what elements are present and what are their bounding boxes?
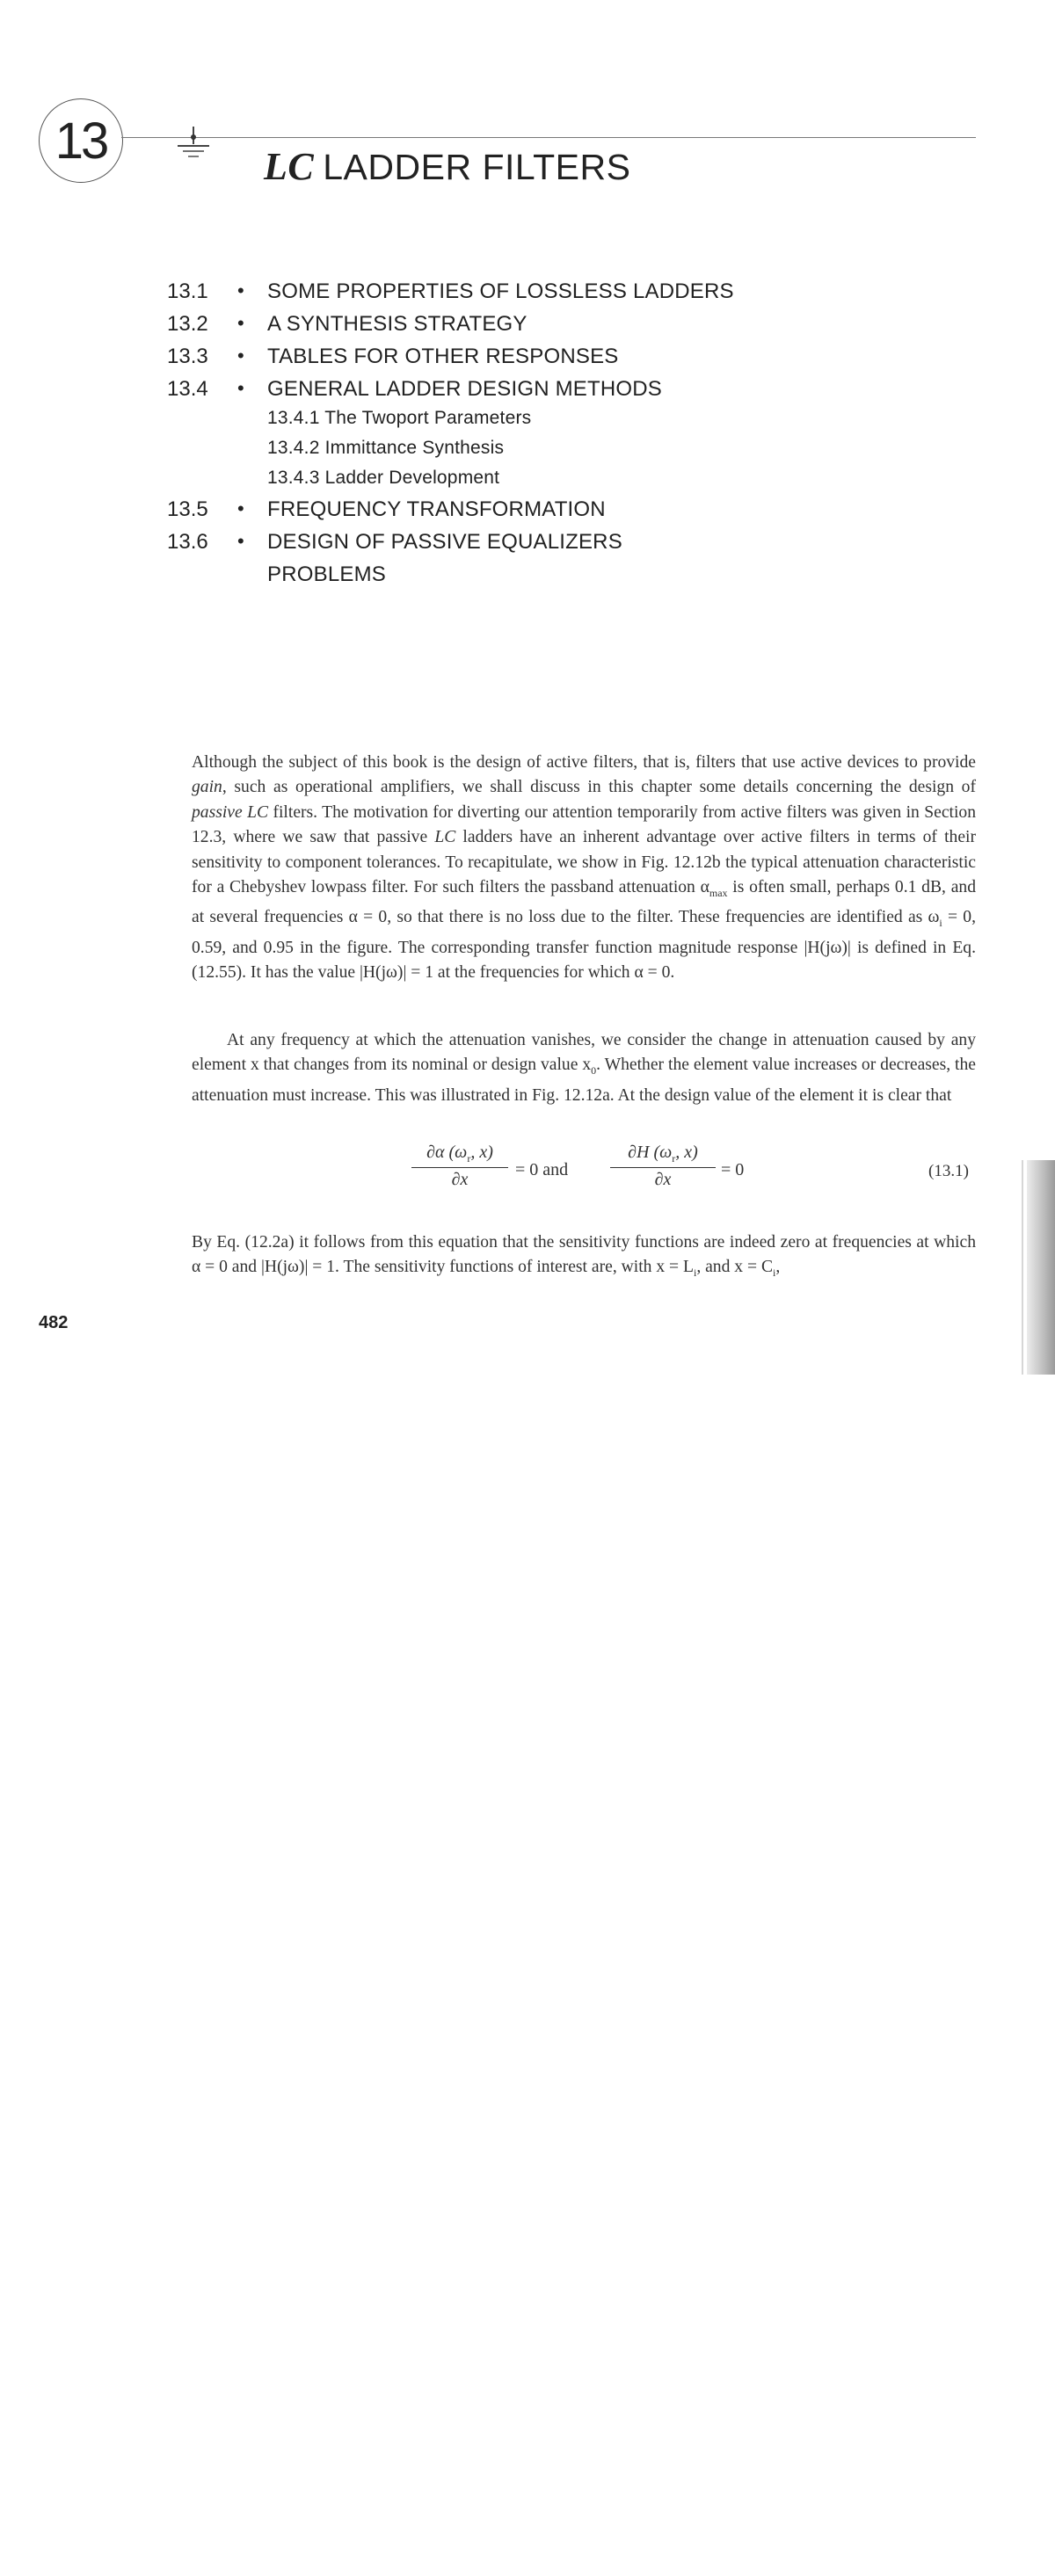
- fraction-numerator: ∂H ($\omega_r$, x): [628, 1143, 698, 1165]
- paragraph-intro: [192, 751, 976, 985]
- toc-item-number: 13.2: [167, 312, 208, 336]
- toc-bullet: •: [237, 279, 244, 301]
- text-run: . Whether the element value increases or decreases, the attenuation must increase. This was illustrated in Fig. 12.12a. At the design value of the element it is clear that: [192, 1056, 976, 1105]
- fraction-lhs: [411, 1143, 508, 1190]
- toc-item-title: A SYNTHESIS STRATEGY: [267, 312, 528, 336]
- text-run: Although the subject of this book is the design of active filters, that is, filters that use active devices to provide: [192, 753, 976, 772]
- text-run: = 0, 0.59, and 0.95 in the figure. The corresponding transfer function magnitude response |H(jω)| is defined in Eq. (12.55). It has the value |H(jω)| = 1 at the frequencies for which α = 0.: [192, 908, 976, 983]
- toc-bullet: •: [237, 497, 244, 519]
- toc-item-number: 13.5: [167, 497, 208, 521]
- text-run: ladders have an inherent advantage over active filters in terms of their sensitivity to component tolerances. To recapitulate, we show in Fig. 12.12b the typical attenuation characteristic for a Chebyshev lowpass filter. For such filters the passband attenuation α: [192, 828, 976, 897]
- subscript: i: [693, 1266, 697, 1280]
- text-run: ,: [775, 1258, 781, 1277]
- paragraph-sensitivity-functions: [192, 1230, 976, 1286]
- toc-item-title: TABLES FOR OTHER RESPONSES: [267, 345, 619, 368]
- toc-item-title: FREQUENCY TRANSFORMATION: [267, 497, 606, 521]
- text-run: , and x = C: [696, 1258, 774, 1277]
- toc-bullet: •: [237, 312, 244, 334]
- chapter-number: 13: [55, 112, 107, 170]
- toc-item-title: PROBLEMS: [267, 562, 386, 586]
- toc-item-number: 13.6: [167, 530, 208, 554]
- subscript: max: [709, 886, 728, 899]
- toc-bullet: •: [237, 377, 244, 399]
- fraction-denominator: ∂x: [654, 1170, 672, 1189]
- toc-bullet: •: [237, 345, 244, 366]
- subscript: i: [773, 1266, 776, 1280]
- text-run-italic: passive LC: [192, 802, 269, 822]
- text-run: filters. The motivation for diverting our attention temporarily from active filters was given in Section 12.3, where we saw that passive: [192, 802, 977, 847]
- equation-number: (13.1): [928, 1162, 969, 1180]
- subscript: 0: [591, 1064, 597, 1078]
- subscript: i: [939, 917, 942, 930]
- toc-subitem-title: 13.4.3 Ladder Development: [267, 468, 500, 488]
- equation-13-1: [411, 1143, 763, 1213]
- equation-equals-zero: = 0: [721, 1160, 745, 1179]
- fraction-bar: [411, 1167, 508, 1168]
- text-run-italic: gain: [192, 778, 222, 797]
- text-run: , such as operational amplifiers, we shall discuss in this chapter some details concerning the design of: [222, 778, 976, 797]
- text-run: At any frequency at which the attenuation vanishes, we consider the change in attenuation caused by any element x that changes from its nominal or design value x: [192, 1031, 976, 1075]
- header-rule: [121, 137, 976, 138]
- toc-item-number: 13.1: [167, 279, 208, 303]
- paragraph-sensitivity: [192, 1028, 976, 1108]
- fraction-bar: [610, 1167, 716, 1168]
- page-number: 482: [39, 1313, 69, 1332]
- chapter-title-rest: LADDER FILTERS: [323, 147, 631, 187]
- toc-subitem-title: 13.4.2 Immittance Synthesis: [267, 438, 505, 458]
- fraction-denominator: ∂x: [451, 1170, 469, 1189]
- toc-bullet: •: [237, 530, 244, 552]
- scan-edge-line: [1022, 1160, 1023, 1375]
- toc-item-title: SOME PROPERTIES OF LOSSLESS LADDERS: [267, 279, 734, 303]
- fraction-numerator: ∂α ($\omega_r$, x): [426, 1143, 493, 1165]
- text-run-italic: LC: [434, 828, 456, 847]
- text-run: By Eq. (12.2a) it follows from this equation that the sensitivity functions are indeed zero at frequencies at which α = 0 and |H(jω)| = 1. The sensitivity functions of interest are, with x = L: [192, 1233, 976, 1277]
- toc-item-number: 13.3: [167, 345, 208, 368]
- toc-item-title: GENERAL LADDER DESIGN METHODS: [267, 377, 662, 401]
- ground-symbol-icon: [167, 123, 220, 167]
- scan-edge-shadow: [1027, 1160, 1055, 1375]
- toc-subitem-title: 13.4.1 The Twoport Parameters: [267, 408, 532, 428]
- equation-connector: = 0 and: [515, 1160, 569, 1179]
- chapter-title: [264, 144, 631, 189]
- toc-item-number: 13.4: [167, 377, 208, 401]
- fraction-rhs: [610, 1143, 716, 1190]
- chapter-title-italic: LC: [264, 145, 315, 188]
- chapter-number-badge: [39, 98, 123, 183]
- toc-item-title: DESIGN OF PASSIVE EQUALIZERS: [267, 530, 622, 554]
- text-run: is often small, perhaps 0.1 dB, and at several frequencies α = 0, so that there is no loss due to the filter. These frequencies are identified as ω: [192, 878, 976, 927]
